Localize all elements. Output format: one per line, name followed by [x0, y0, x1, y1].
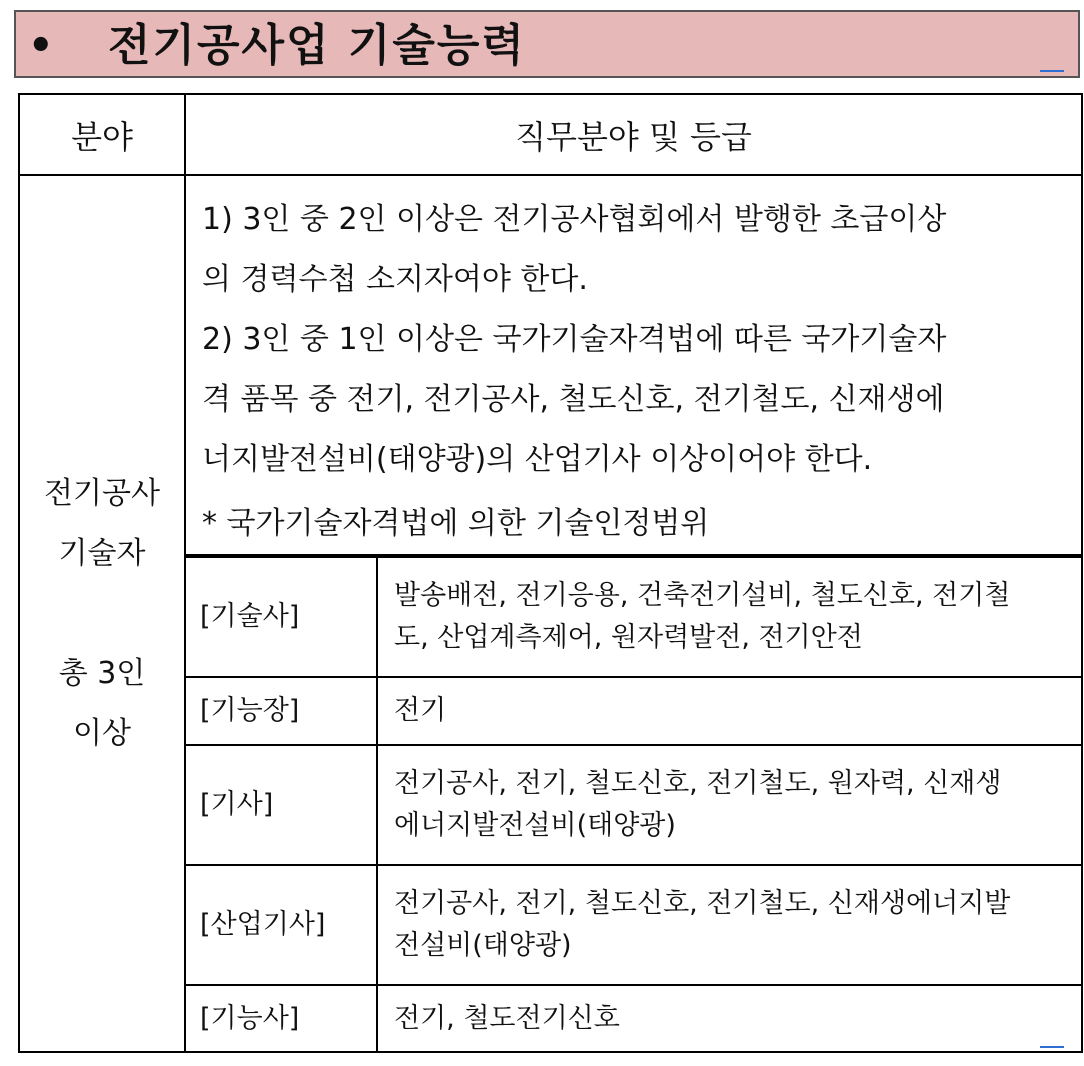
cursor-mark-icon — [1040, 1046, 1064, 1048]
table-row — [186, 985, 1081, 1051]
header-field: 분야 — [19, 94, 185, 175]
grade-label: [기능장] — [186, 677, 377, 745]
grade-fields — [377, 677, 1081, 745]
table-row — [186, 557, 1081, 677]
grade-fields-line: 도, 산업계측제어, 원자력발전, 전기안전 — [394, 622, 863, 653]
grade-fields-line: 에너지발전설비(태양광) — [394, 810, 676, 841]
grade-fields — [377, 985, 1081, 1051]
skill-requirement-table — [18, 93, 1083, 1053]
bullet-icon: • — [28, 23, 54, 69]
grade-fields-line: 전기공사, 전기, 철도신호, 전기철도, 신재생에너지발 — [394, 888, 1011, 919]
grade-fields-line: 전설비(태양광) — [394, 930, 572, 961]
requirements-text — [185, 175, 1082, 555]
requirement-line: 2) 3인 중 1인 이상은 국가기술자격법에 따른 국가기술자 — [202, 322, 947, 357]
grade-fields-line: 전기공사, 전기, 철도신호, 전기철도, 원자력, 신재생 — [394, 768, 1002, 799]
cursor-mark-icon — [1040, 70, 1064, 72]
table-row — [186, 745, 1081, 865]
section-title: 전기공사업 기술능력 — [108, 20, 526, 71]
grade-fields — [377, 557, 1081, 677]
side-label-line: 기술자 — [58, 535, 146, 571]
requirement-line: 1) 3인 중 2인 이상은 전기공사협회에서 발행한 초급이상 — [202, 202, 947, 237]
grade-fields-line: 발송배전, 전기응용, 건축전기설비, 철도신호, 전기철 — [394, 580, 1011, 611]
side-label — [19, 175, 185, 1052]
grade-fields — [377, 745, 1081, 865]
requirement-note: * 국가기술자격법에 의한 기술인정범위 — [202, 506, 710, 541]
grade-fields-line: 전기, 철도전기신호 — [394, 1002, 620, 1034]
requirements-row — [19, 175, 1082, 555]
requirement-line: 격 품목 중 전기, 전기공사, 철도신호, 전기철도, 신재생에 — [202, 382, 945, 417]
section-title-bar — [14, 10, 1080, 78]
table-header-row — [19, 94, 1082, 175]
requirement-line: 의 경력수첩 소지자여야 한다. — [202, 262, 588, 297]
side-label-line: 이상 — [73, 715, 131, 751]
table-row — [186, 865, 1081, 985]
header-duty: 직무분야 및 등급 — [185, 94, 1082, 175]
grade-fields — [377, 865, 1081, 985]
grade-label: [기능사] — [186, 985, 377, 1051]
grade-label: [산업기사] — [186, 865, 377, 985]
grade-fields-line: 전기 — [394, 695, 447, 726]
requirement-line: 너지발전설비(태양광)의 산업기사 이상이어야 한다. — [202, 442, 873, 477]
grade-label: [기술사] — [186, 557, 377, 677]
grade-label: [기사] — [186, 745, 377, 865]
side-label-line: 전기공사 — [44, 475, 160, 511]
table-row — [186, 677, 1081, 745]
grades-cell — [185, 555, 1082, 1052]
side-label-line: 총 3인 — [58, 655, 146, 691]
grades-table — [186, 556, 1081, 1051]
